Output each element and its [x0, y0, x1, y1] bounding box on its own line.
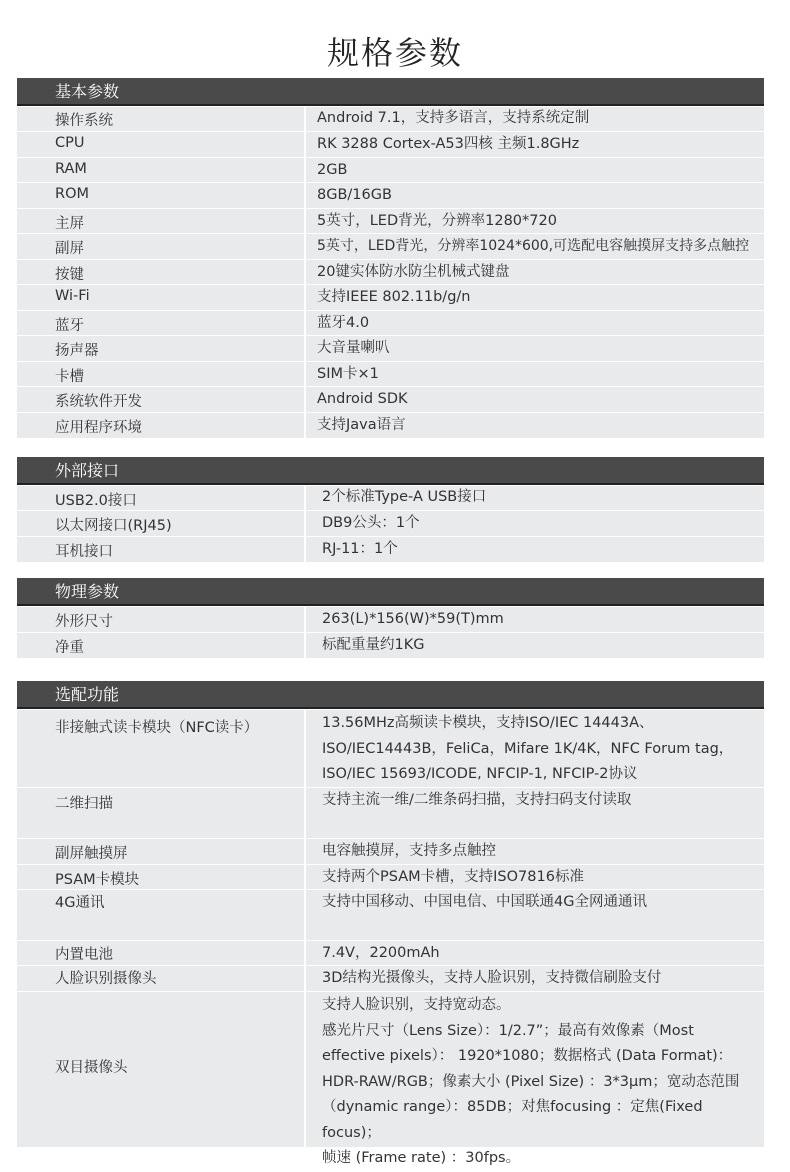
- column-divider: [304, 183, 306, 208]
- table-row: [17, 838, 764, 864]
- spec-value: 8GB/16GB: [317, 187, 392, 203]
- spec-key: 二维扫描: [55, 796, 113, 812]
- spec-key: 主屏: [55, 216, 84, 232]
- column-divider: [304, 992, 306, 1147]
- table-row: [17, 536, 764, 562]
- column-divider: [304, 607, 306, 632]
- spec-key: 双目摄像头: [55, 1060, 128, 1076]
- column-divider: [304, 839, 306, 864]
- table-row: [17, 335, 764, 361]
- table-row: [17, 106, 764, 131]
- spec-key: 人脸识别摄像头: [55, 971, 157, 987]
- spec-value: 标配重量约1KG: [322, 637, 425, 653]
- column-divider: [304, 966, 306, 991]
- spec-key: PSAM卡模块: [55, 872, 140, 888]
- spec-value: 大音量喇叭: [317, 340, 390, 356]
- spec-key: USB2.0接口: [55, 493, 137, 509]
- column-divider: [304, 336, 306, 361]
- spec-value: 支持Java语言: [317, 417, 406, 433]
- table-row: [17, 182, 764, 208]
- spec-key: 蓝牙: [55, 318, 84, 334]
- spec-key: ROM: [55, 186, 89, 202]
- spec-key: 副屏: [55, 241, 84, 257]
- table-row: [17, 386, 764, 412]
- spec-value: 支持IEEE 802.11b/g/n: [317, 289, 471, 305]
- spec-key: CPU: [55, 135, 85, 151]
- table-row: [17, 361, 764, 386]
- table-row: [17, 889, 764, 940]
- spec-value: 5英寸，LED背光，分辨率1280*720: [317, 213, 557, 229]
- column-divider: [304, 285, 306, 310]
- spec-value: 263(L)*156(W)*59(T)mm: [322, 611, 504, 627]
- spec-value: 支持主流一维/二维条码扫描，支持扫码支付读取: [322, 792, 632, 808]
- spec-value: 5英寸，LED背光，分辨率1024*600,可选配电容触摸屏支持多点触控: [317, 238, 750, 254]
- page-title: 规格参数: [326, 34, 463, 72]
- table-row: [17, 991, 764, 1166]
- spec-key: 操作系统: [55, 113, 113, 129]
- section-heading: 选配功能: [17, 681, 764, 709]
- spec-value: 3D结构光摄像头，支持人脸识别，支持微信刷脸支付: [322, 970, 662, 986]
- column-divider: [304, 132, 306, 157]
- section-heading: 物理参数: [17, 578, 764, 606]
- spec-value: 支持中国移动、中国电信、中国联通4G全网通通讯: [322, 894, 647, 910]
- table-row: [17, 412, 764, 438]
- column-divider: [304, 890, 306, 940]
- spec-key: 非接触式读卡模块（NFC读卡）: [55, 720, 259, 736]
- table-row: [17, 233, 764, 259]
- spec-key: 内置电池: [55, 947, 113, 963]
- column-divider: [304, 788, 306, 838]
- spec-value: RJ-11：1个: [322, 541, 398, 557]
- spec-key: 扬声器: [55, 343, 99, 359]
- spec-key: 耳机接口: [55, 544, 113, 560]
- section-physical: [17, 578, 764, 606]
- section-basic: [17, 78, 764, 106]
- table-row: [17, 709, 764, 787]
- column-divider: [304, 710, 306, 787]
- spec-value: SIM卡×1: [317, 366, 379, 382]
- column-divider: [304, 260, 306, 284]
- column-divider: [304, 107, 306, 131]
- spec-key: 卡槽: [55, 369, 84, 385]
- spec-key: 按键: [55, 267, 84, 283]
- table-row: [17, 606, 764, 632]
- spec-value: Android SDK: [317, 391, 408, 407]
- spec-value: RK 3288 Cortex-A53四核 主频1.8GHz: [317, 136, 580, 152]
- column-divider: [304, 486, 306, 510]
- column-divider: [304, 633, 306, 658]
- column-divider: [304, 158, 306, 182]
- table-row: [17, 864, 764, 889]
- spec-value: 20键实体防水防尘机械式键盘: [317, 264, 510, 280]
- column-divider: [304, 537, 306, 562]
- table-row: [17, 310, 764, 335]
- spec-value: 7.4V，2200mAh: [322, 945, 440, 961]
- spec-value: DB9公头：1个: [322, 515, 420, 531]
- table-row: [17, 259, 764, 284]
- column-divider: [304, 209, 306, 233]
- spec-value: 电容触摸屏，支持多点触控: [322, 843, 496, 859]
- section-optional: [17, 681, 764, 709]
- spec-value: 13.56MHz高频读卡模块，支持ISO/IEC 14443A、 ISO/IEC14443B，FeliCa，Mifare 1K/4K，NFC Forum tag， ISO/IEC 15693/ICODE, NFCIP-1, NFCIP-2协议: [322, 715, 734, 782]
- spec-key: 应用程序环境: [55, 420, 142, 436]
- column-divider: [304, 362, 306, 386]
- spec-key: Wi-Fi: [55, 288, 90, 304]
- table-row: [17, 208, 764, 233]
- spec-value: 支持人脸识别，支持宽动态。 感光片尺寸（Lens Size）：1/2.7”；最高有效像素（Most effective pixels）： 1920*1080；数据格式 (Data Format)： HDR-RAW/RGB；像素大小 (Pixel Size) ：3*3μm；宽动态范围 （dynamic range）：85DB；对焦focusing ：定焦(Fixed focus)； 帧速 (Frame rate) ：30fps。: [322, 997, 740, 1166]
- column-divider: [304, 413, 306, 438]
- spec-value: 支持两个PSAM卡槽，支持ISO7816标准: [322, 869, 584, 885]
- spec-key: 系统软件开发: [55, 394, 142, 410]
- spec-key: 以太网接口(RJ45): [55, 518, 172, 534]
- table-row: [17, 131, 764, 157]
- section-interfaces: [17, 457, 764, 485]
- spec-key: RAM: [55, 161, 87, 177]
- spec-key: 外形尺寸: [55, 614, 113, 630]
- table-row: [17, 485, 764, 510]
- table-row: [17, 940, 764, 965]
- table-row: [17, 284, 764, 310]
- spec-key: 副屏触摸屏: [55, 846, 128, 862]
- column-divider: [304, 941, 306, 965]
- column-divider: [304, 511, 306, 536]
- table-row: [17, 632, 764, 658]
- column-divider: [304, 865, 306, 889]
- table-row: [17, 157, 764, 182]
- spec-value: 2个标准Type-A USB接口: [322, 489, 487, 505]
- table-row: [17, 787, 764, 838]
- column-divider: [304, 311, 306, 335]
- column-divider: [304, 234, 306, 259]
- spec-key: 4G通讯: [55, 895, 105, 911]
- column-divider: [304, 387, 306, 412]
- table-row: [17, 510, 764, 536]
- section-heading: 外部接口: [17, 457, 764, 485]
- section-heading: 基本参数: [17, 78, 764, 106]
- spec-value: 蓝牙4.0: [317, 315, 370, 331]
- spec-value: Android 7.1，支持多语言，支持系统定制: [317, 110, 590, 126]
- table-row: [17, 965, 764, 991]
- spec-value: 2GB: [317, 162, 348, 178]
- spec-key: 净重: [55, 640, 84, 656]
